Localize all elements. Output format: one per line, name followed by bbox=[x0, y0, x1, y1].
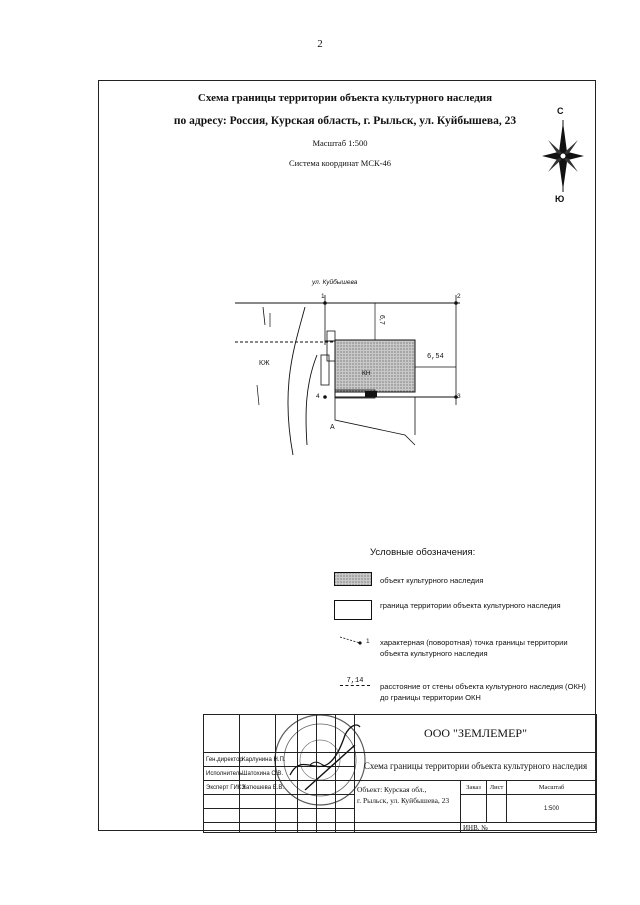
object-address-line2: г. Рыльск, ул. Куйбышева, 23 bbox=[357, 796, 450, 805]
name-expert: Хатюшева Е.В. bbox=[240, 781, 276, 795]
legend-item-heritage-object: объект культурного наследия bbox=[380, 576, 484, 585]
page-title: Схема границы территории объекта культурного наследия bbox=[197, 92, 493, 104]
name-executor: Шатохина С.В. bbox=[240, 767, 276, 781]
turning-point-3-label: 3 bbox=[457, 393, 461, 400]
company-seal-icon bbox=[265, 705, 385, 815]
compass-south-label: Ю bbox=[555, 194, 565, 204]
legend-item-territory-boundary: граница территории объекта культурного наследия bbox=[380, 601, 561, 610]
scale-value: 1:500 bbox=[507, 795, 597, 823]
legend-turning-point-sample: 1 bbox=[366, 638, 370, 645]
scale-header: Масштаб bbox=[507, 781, 597, 795]
order-header: Заказ bbox=[461, 781, 487, 795]
sheet-header: Лист bbox=[487, 781, 507, 795]
street-label: ул. Куйбышева bbox=[312, 279, 358, 286]
title-block bbox=[203, 714, 597, 833]
company-name: ООО "ЗЕМЛЕМЕР" bbox=[355, 715, 597, 753]
document-name: Схема границы территории объекта культурного наследия bbox=[355, 753, 597, 781]
coordinate-system-label: Система координат МСК-46 bbox=[288, 158, 392, 168]
legend-distance-sample: 7,14 bbox=[340, 677, 370, 686]
address-line: по адресу: Россия, Курская область, г. Рыльск, ул. Куйбышева, 23 bbox=[173, 115, 517, 127]
legend-item-distance: расстояние от стены объекта культурного наследия (ОКН) до границы территории ОКН bbox=[380, 682, 586, 702]
role-executor: Исполнитель bbox=[204, 767, 240, 781]
zone-label: КЖ bbox=[259, 360, 270, 367]
turning-point-1-label: 1 bbox=[321, 293, 325, 300]
legend-title: Условные обозначения: bbox=[370, 547, 476, 558]
legend-boundary-swatch bbox=[334, 600, 372, 620]
site-map bbox=[235, 285, 475, 465]
legend-hatch-swatch bbox=[334, 572, 372, 586]
object-label: КН bbox=[362, 370, 371, 377]
object-address-line1: Объект: Курская обл., bbox=[357, 785, 427, 794]
dimension-horizontal-label: 6,54 bbox=[427, 353, 444, 361]
name-director: Карлунина Н.П. bbox=[240, 753, 276, 767]
turning-point-2-label: 2 bbox=[457, 293, 461, 300]
role-expert: Эксперт ГИКЭ bbox=[204, 781, 240, 795]
area-label: А bbox=[330, 424, 335, 431]
scale-label: Масштаб 1:500 bbox=[312, 138, 368, 148]
inventory-number: ИНВ. № bbox=[461, 823, 597, 833]
legend-item-turning-point: характерная (поворотная) точка границы территории объекта культурного наследия bbox=[380, 638, 568, 658]
compass-rose-icon bbox=[540, 118, 586, 194]
turning-point-4-label: 4 bbox=[316, 393, 320, 400]
role-director: Ген.директор bbox=[204, 753, 240, 767]
dimension-vertical-label: 6,7 bbox=[378, 315, 385, 325]
compass-north-label: С bbox=[557, 106, 564, 116]
page-number: 2 bbox=[317, 38, 323, 50]
